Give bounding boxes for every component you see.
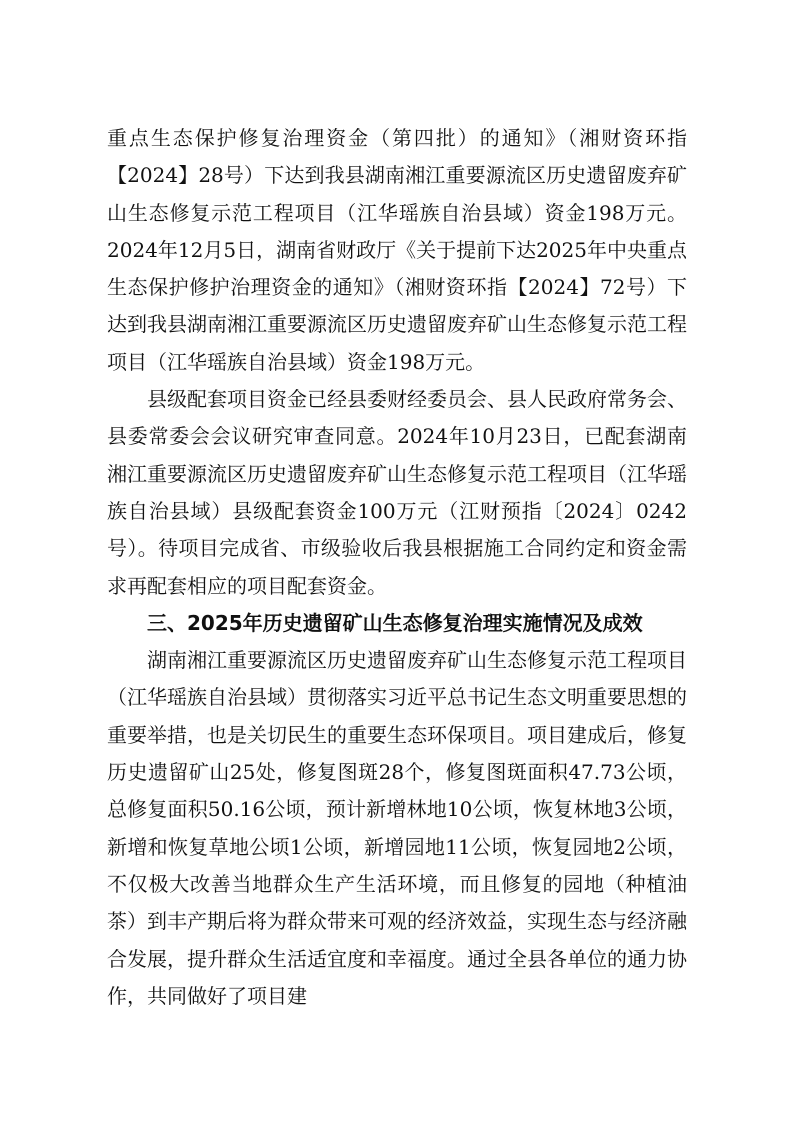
paragraph-county-funding: 县级配套项目资金已经县委财经委员会、县人民政府常务会、县委常委会会议研究审查同意。2024年10月23日，已配套湖南湘江重要源流区历史遗留废弃矿山生态修复示范工程项目（江华瑶族自治县域）县级配套资金100万元（江财预指〔2024〕0242号）。待项目完成省、市级验收后我县根据施工合同约定和资金需求再配套相应的项目配套资金。 <box>107 387 687 598</box>
document-body <box>107 120 687 1015</box>
section-heading: 三、2025年历史遗留矿山生态修复治理实施情况及成效 <box>147 610 643 635</box>
paragraph-fund-allocation: 重点生态保护修复治理资金（第四批）的通知》（湘财资环指【2024】28号）下达到我县湖南湘江重要源流区历史遗留废弃矿山生态修复示范工程项目（江华瑶族自治县域）资金198万元。2024年12月5日，湖南省财政厅《关于提前下达2025年中央重点生态保护修护治理资金的通知》（湘财资环指【2024】72号）下达到我县湖南湘江重要源流区历史遗留废弃矿山生态修复示范工程项目（江华瑶族自治县域）资金198万元。 <box>107 126 687 374</box>
paragraph-implementation: 湖南湘江重要源流区历史遗留废弃矿山生态修复示范工程项目（江华瑶族自治县域）贯彻落实习近平总书记生态文明重要思想的重要举措，也是关切民生的重要生态环保项目。项目建成后，修复历史遗留矿山25处，修复图斑28个，修复图斑面积47.73公顷，总修复面积50.16公顷，预计新增林地10公顷，恢复林地3公顷，新增和恢复草地公顷1公顷，新增园地11公顷，恢复园地2公顷，不仅极大改善当地群众生产生活环境，而且修复的园地（种植油茶）到丰产期后将为群众带来可观的经济效益，实现生态与经济融合发展，提升群众生活适宜度和幸福度。通过全县各单位的通力协作，共同做好了项目建 <box>107 648 687 1008</box>
